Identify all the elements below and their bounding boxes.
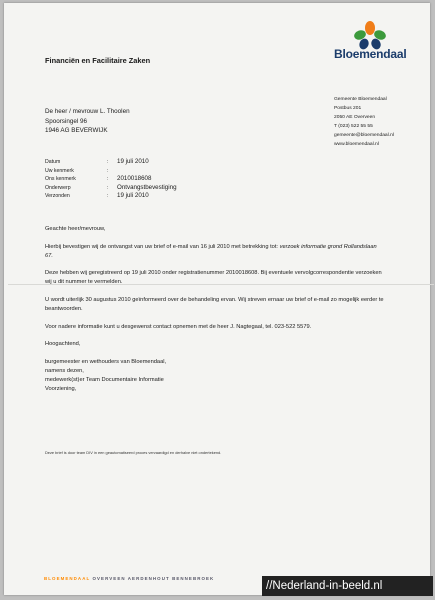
- salutation: Geachte heer/mevrouw,: [45, 226, 106, 232]
- receipt-text: Hierbij bevestigen wij de ontvangst van uw brief of e-mail van 16 juli 2010 met betrekking tot:: [45, 243, 278, 250]
- brand-name: Bloemendaal: [334, 47, 407, 61]
- municipality-contact: [334, 95, 424, 150]
- paragraph-registration: Deze hebben wij geregistreerd op 19 juli 2010 onder registratienummer 2010018608. Bij eventuele vervolgcorrespondentie verzoeken wij u dit nummer te vermelden.: [45, 270, 382, 286]
- paragraph-receipt: [45, 243, 385, 261]
- department-title: Financiën en Facilitaire Zaken: [45, 56, 151, 65]
- recipient-line: De heer / mevrouw L. Thoolen: [45, 108, 130, 115]
- meta-value: 19 juli 2010: [117, 158, 149, 165]
- meta-value: Ontvangstbevestiging: [117, 183, 177, 191]
- meta-colon: :: [107, 159, 109, 165]
- letter-metadata: [45, 158, 177, 201]
- closing: Hoogachtend,: [45, 341, 81, 348]
- recipient-address: [45, 107, 205, 136]
- bottom-place-names: [44, 576, 214, 581]
- contact-line: Gemeente Bloemendaal: [334, 97, 387, 102]
- meta-colon: :: [107, 176, 109, 183]
- site-watermark: //Nederland-in-beeld.nl: [262, 576, 433, 596]
- meta-value: 2010018608: [117, 175, 152, 183]
- meta-colon: :: [107, 167, 109, 174]
- meta-label: Uw kenmerk: [45, 167, 74, 174]
- signature-line: medewerk(st)er Team Documentaire Informatie: [45, 376, 164, 383]
- meta-row: [45, 184, 177, 193]
- recipient-line: 1946 AG BEVERWIJK: [45, 127, 108, 135]
- meta-value: 19 juli 2010: [117, 192, 149, 200]
- signature-block: [45, 358, 385, 393]
- meta-label: Datum: [45, 159, 61, 165]
- letter-page: [4, 3, 430, 595]
- meta-label: Onderwerp: [45, 184, 71, 191]
- meta-row: [45, 192, 177, 201]
- footnote: Deze brief is door team DIV in een geautomatiseerd proces vervaardigd en derhalve niet ondertekend.: [45, 450, 222, 455]
- receipt-subject: verzoek informatie grond Rollandslaan 67.: [45, 243, 377, 259]
- signature-line: Voorziening,: [45, 385, 77, 392]
- contact-line: 2050 AE Overveen: [334, 115, 376, 121]
- signature-line: namens dezen,: [45, 367, 84, 374]
- meta-row: [45, 167, 177, 176]
- paragraph-deadline: U wordt uiterlijk 30 augustus 2010 geïnformeerd over de behandeling ervan. Wij streven ernaar uw brief of e-mail zo mogelijk eerder te beantwoorden.: [45, 296, 384, 312]
- recipient-line: Spoorsingel 96: [45, 117, 88, 125]
- place-name-bloemendaal: BLOEMENDAAL: [44, 576, 91, 581]
- signature-line: burgemeester en wethouders van Bloemendaal,: [45, 359, 167, 366]
- paragraph-contact: Voor nadere informatie kunt u desgewenst contact opnemen met de heer J. Nagtegaal, tel. 023-522 5579.: [45, 323, 312, 330]
- contact-line: T (023) 522 55 55: [334, 124, 373, 130]
- meta-row: [45, 175, 177, 184]
- contact-website: www.bloemendaal.nl: [334, 142, 379, 148]
- meta-colon: :: [107, 184, 109, 191]
- meta-row: [45, 158, 177, 167]
- meta-label: Verzonden: [45, 193, 70, 200]
- meta-label: Ons kenmerk: [45, 176, 76, 183]
- meta-colon: :: [107, 193, 109, 200]
- letter-body: [45, 225, 385, 393]
- place-names-rest: OVERVEEN AERDENHOUT BENNEBROEK: [92, 576, 215, 581]
- contact-line: Postbus 201: [334, 106, 362, 112]
- contact-email: gemeente@bloemendaal.nl: [334, 133, 394, 139]
